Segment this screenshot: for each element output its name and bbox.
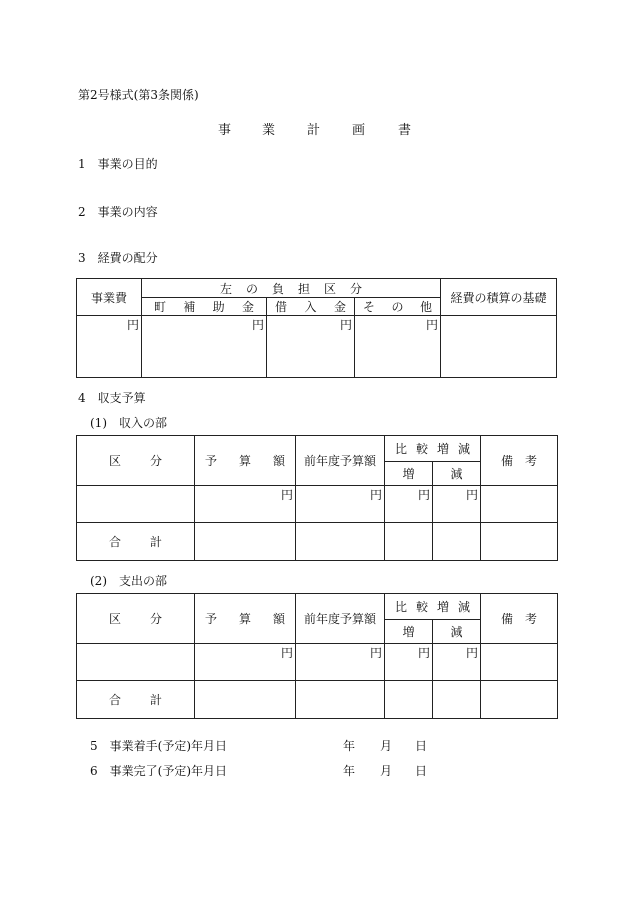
cell-other[interactable]: 円 [355,316,441,378]
cell-total-remarks[interactable] [481,681,558,719]
end-date-day-label: 日 [415,764,428,778]
cell-prev-budget[interactable]: 円 [296,486,385,523]
start-date-year-label: 年 [343,739,356,753]
start-date-month-label: 月 [380,739,393,753]
cell-total-budget[interactable] [195,523,296,561]
cell-project-cost[interactable]: 円 [77,316,142,378]
cell-cost-basis[interactable] [441,316,557,378]
cell-prev-budget[interactable]: 円 [296,644,385,681]
document-title [0,119,630,137]
header-category: 区 分 [77,594,195,644]
section-content: 2 事業の内容 [78,205,158,219]
cell-total-prev[interactable] [296,523,385,561]
cell-increase[interactable]: 円 [385,486,433,523]
cell-total-budget[interactable] [195,681,296,719]
cell-total-decrease[interactable] [433,523,481,561]
income-table [76,435,558,561]
cell-category[interactable] [77,644,195,681]
cell-remarks[interactable] [481,486,558,523]
cell-total-remarks[interactable] [481,523,558,561]
header-increase: 増 [385,620,433,644]
cell-budget[interactable]: 円 [195,486,296,523]
section-purpose: 1 事業の目的 [78,157,158,171]
cell-total-prev[interactable] [296,681,385,719]
cell-total-increase[interactable] [385,681,433,719]
expense-allocation-table [76,278,557,378]
header-budget: 予 算 額 [195,594,296,644]
header-budget: 予 算 額 [195,436,296,486]
title-char-3: 計 [307,123,321,138]
start-date-day-label: 日 [415,739,428,753]
income-label: (1) 収入の部 [90,416,167,430]
header-compare: 比 較 増 減 [385,594,481,620]
header-town-subsidy: 町 補 助 金 [142,298,267,316]
cell-town-subsidy[interactable]: 円 [142,316,267,378]
form-label: 第2号様式(第3条関係) [78,88,199,102]
row-total-label: 合 計 [77,681,195,719]
header-other: そ の 他 [355,298,441,316]
header-remarks: 備 考 [481,594,558,644]
section-budget: 4 収支予算 [78,391,146,405]
cell-increase[interactable]: 円 [385,644,433,681]
expenditure-label: (2) 支出の部 [90,574,167,588]
header-category: 区 分 [77,436,195,486]
cell-budget[interactable]: 円 [195,644,296,681]
header-increase: 増 [385,462,433,486]
title-char-1: 事 [218,123,232,138]
expenditure-table [76,593,558,719]
cell-decrease[interactable]: 円 [433,644,481,681]
end-date-month-label: 月 [380,764,393,778]
section-start-date: 5 事業着手(予定)年月日 [90,739,227,753]
header-prev-budget: 前年度予算額 [296,594,385,644]
header-cost-basis: 経費の積算の基礎 [441,279,557,316]
header-burden-category: 左 の 負 担 区 分 [142,279,441,298]
header-prev-budget: 前年度予算額 [296,436,385,486]
end-date-year-label: 年 [343,764,356,778]
header-decrease: 減 [433,620,481,644]
header-compare: 比 較 増 減 [385,436,481,462]
header-decrease: 減 [433,462,481,486]
title-char-4: 画 [352,123,366,138]
header-loan: 借 入 金 [267,298,355,316]
cell-total-decrease[interactable] [433,681,481,719]
section-expense-allocation: 3 経費の配分 [78,251,158,265]
row-total-label: 合 計 [77,523,195,561]
cell-remarks[interactable] [481,644,558,681]
cell-total-increase[interactable] [385,523,433,561]
cell-decrease[interactable]: 円 [433,486,481,523]
title-char-5: 書 [398,123,412,138]
header-project-cost: 事業費 [77,279,142,316]
cell-category[interactable] [77,486,195,523]
cell-loan[interactable]: 円 [267,316,355,378]
section-end-date: 6 事業完了(予定)年月日 [90,764,227,778]
title-char-2: 業 [262,123,276,138]
header-remarks: 備 考 [481,436,558,486]
